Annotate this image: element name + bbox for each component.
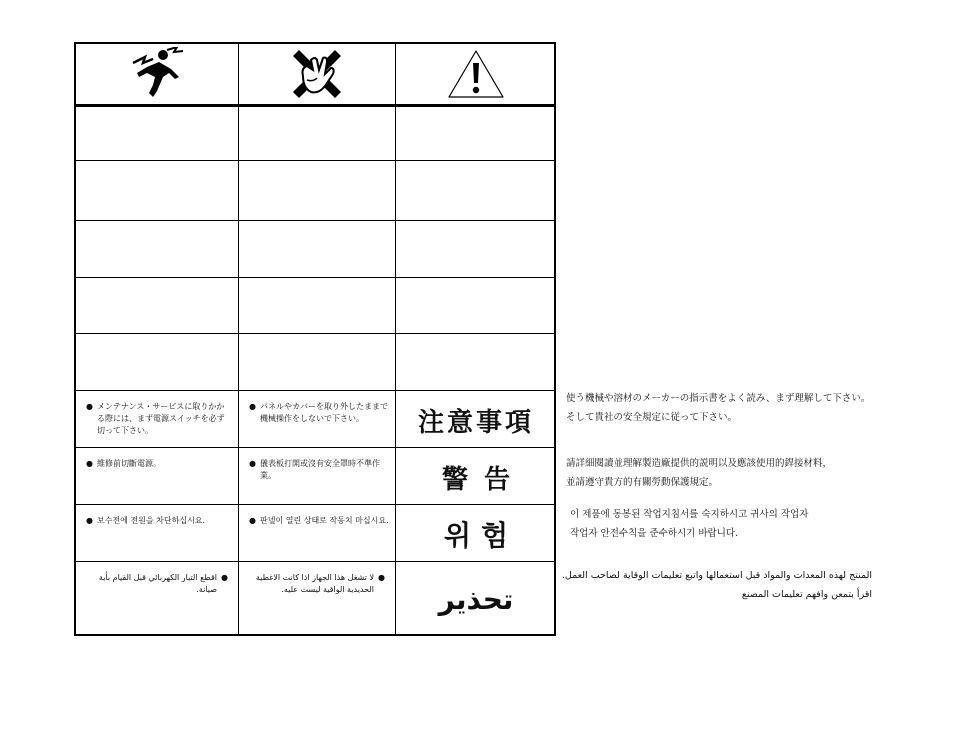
row-divider xyxy=(76,333,554,334)
row-divider xyxy=(76,220,554,221)
header-cell-warning xyxy=(396,44,556,104)
side-instructions-ar xyxy=(561,566,872,604)
electric-shock-icon xyxy=(127,47,187,101)
row-divider xyxy=(76,504,554,505)
row-zh-col1: 維修前切斷電源。 xyxy=(96,459,161,468)
header-cell-hand xyxy=(239,44,395,104)
row-ja-panel-text: ● パネルやカバーを取り外したままで機械操作をしないで下さい。 xyxy=(239,393,395,447)
header-cell-shock xyxy=(76,44,238,104)
row-ja-maintenance-text: ● メンテナンス・サービスに取りかかる際には、まず電源スイッチを必ず切って下さい。 xyxy=(76,393,238,447)
side-line: 작업자 안전수칙을 준수하시기 바랍니다. xyxy=(570,528,739,539)
side-line: اقرأ بتمعن وافهم تعليمات المصنع xyxy=(741,589,872,600)
side-line: المنتج لهذه المعدات والمواد قبل استعمالها واتبع تعليمات الوقاية لصاحب العمل. xyxy=(561,570,872,581)
row-ar-maintenance-text: ● اقطع التيار الكهربائي قبل القيام بأية صيانة. xyxy=(76,564,238,634)
row-ko-warning-word: 위험 xyxy=(443,519,519,552)
row-ko-maintenance-text: ● 보수전에 전원을 차단하십시요. xyxy=(76,507,238,561)
side-line: 請詳細閱讀並理解製造廠提供的説明以及應該使用的銲接材料， xyxy=(566,458,833,469)
warning-triangle-icon xyxy=(447,49,505,99)
moving-parts-hand-icon xyxy=(289,46,345,102)
header-divider xyxy=(76,104,554,107)
side-instructions-ja xyxy=(566,389,896,427)
side-instructions-ko xyxy=(570,505,900,543)
row-zh-panel-text: ● 儀表板打開或沒有安全罩時不準作業。 xyxy=(239,450,395,504)
row-divider xyxy=(76,390,554,391)
row-ar-col2: لا تشغل هذا الجهاز اذا كانت الاغطية الحديدية الواقية ليست عليه. xyxy=(255,573,375,594)
side-line: 並請遵守貴方的有關勞動保護規定。 xyxy=(566,477,719,488)
row-divider xyxy=(76,160,554,161)
side-line: 使う機械や溶材のメーカーの指示書をよく読み、まず理解して下さい。 xyxy=(566,393,871,404)
row-ko-col2: 판넬이 열린 상태로 작동치 마십시요. xyxy=(259,516,389,525)
row-zh-col2: 儀表板打開或沒有安全罩時不準作業。 xyxy=(259,459,380,480)
side-line: そして貴社の安全規定に従って下さい。 xyxy=(566,412,738,423)
side-line: 이 제품에 동봉된 작업지침서를 숙지하시고 귀사의 작업자 xyxy=(570,509,809,520)
row-zh-warning-word: 警告 xyxy=(441,464,526,495)
row-ja-col1: メンテナンス・サービスに取りかかる際には、まず電源スイッチを必ず切って下さい。 xyxy=(96,402,225,435)
row-divider xyxy=(76,561,554,562)
row-zh-maintenance-text: ● 維修前切斷電源。 xyxy=(76,450,238,504)
row-divider xyxy=(76,277,554,278)
row-divider xyxy=(76,447,554,448)
row-ko-col1: 보수전에 전원을 차단하십시요. xyxy=(96,516,206,525)
row-ja-col2: パネルやカバーを取り外したままで機械操作をしないで下さい。 xyxy=(259,402,388,423)
row-ar-col1: اقطع التيار الكهربائي قبل القيام بأية صيانة. xyxy=(98,573,218,594)
row-ar-panel-text: ● لا تشغل هذا الجهاز اذا كانت الاغطية الحديدية الواقية ليست عليه. xyxy=(239,564,395,634)
warning-table xyxy=(74,42,556,636)
row-ja-warning-word: 注意事項 xyxy=(417,407,534,438)
row-ar-warning-word: تحذير xyxy=(438,582,514,616)
side-instructions-zh xyxy=(566,454,896,492)
row-ko-panel-text: ● 판넬이 열린 상태로 작동치 마십시요. xyxy=(239,507,395,561)
